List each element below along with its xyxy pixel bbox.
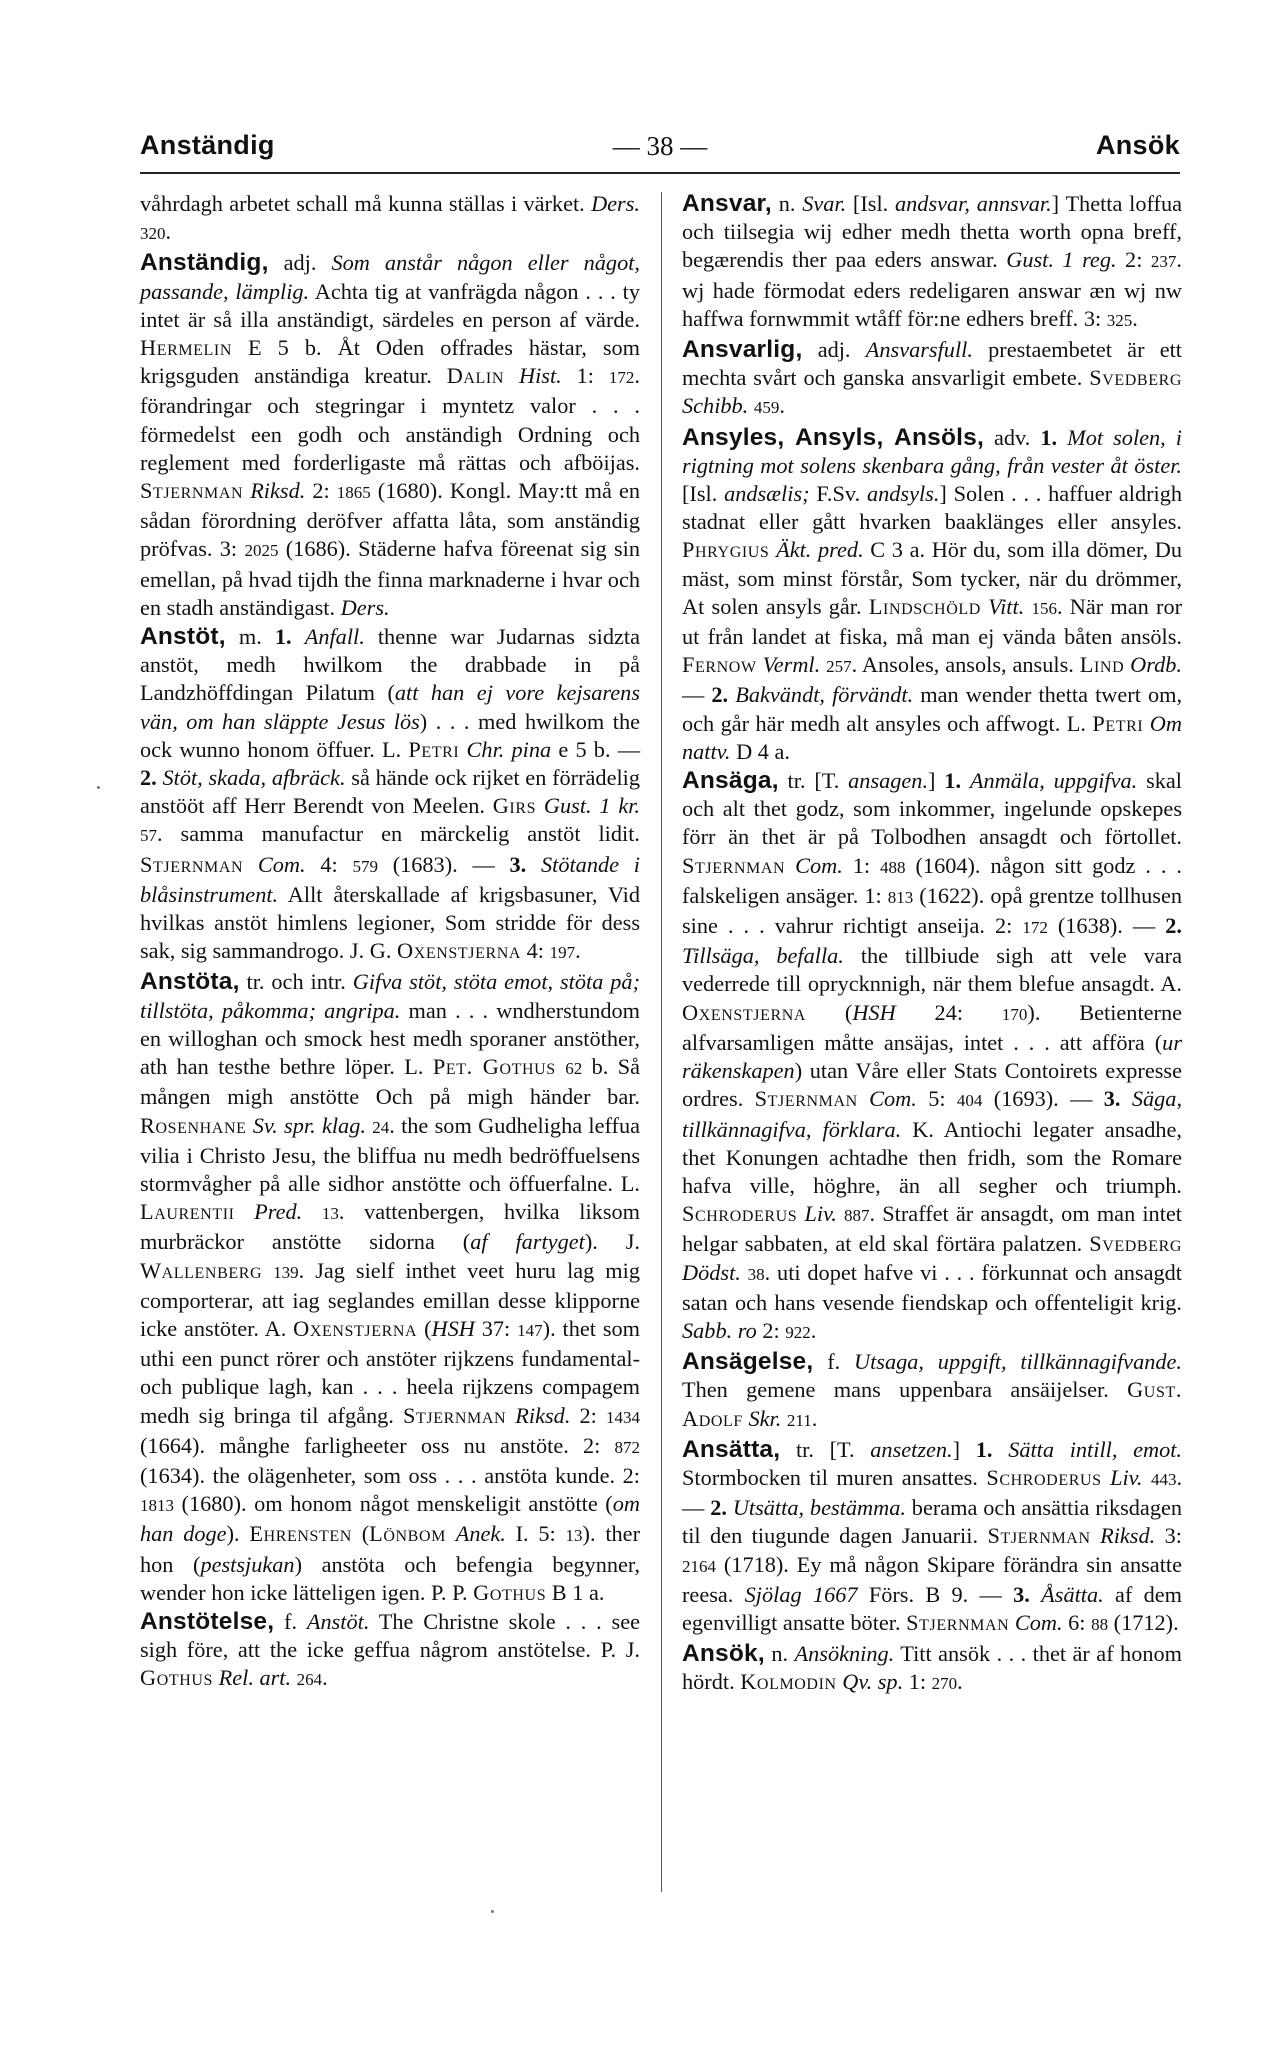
dictionary-entry: Anstötelse, f. Anstöt. The Christne skole . . . see sigh före, att the icke geffua någrom anstötelse. P. J. Gothus Rel. art. 264. xyxy=(140,1607,640,1691)
dictionary-entry: Anstöta, tr. och intr. Gifva stöt, stöta emot, stöta på; tillstöta, påkomma; angripa. man . . . wndherstundom en willoghan och smock hest medh sporaner anstöther, ath han testhe bethre löper. L. Pet. Gothus 62 b. Så mången migh anstötte Och på migh händer bar. Rosenhane Sv. spr. klag. 24. the som Gudheligha leffua vilia i Christo Jesu, the bliffua nu medh bedröffuelsens stormvågher på alle sidhor anstötte och öffuerfalne. L. Laurentii Pred. 13. vattenbergen, hvilka liksom murbräckor anstötte sidorna (af fartyget). J. Wallenberg 139. Jag sielf inthet veet huru lag mig comporterar, att iag seglandes emillan desse klipporne icke anstöter. A. Oxenstjerna (HSH 37: 147). thet som uthi een punct rörer och anstöter rijkzens fundamental- och publique lagh, kan . . . heela rijkzens compagem medh sig bringa til afgång. Stjernman Riksd. 2: 1434 (1664). månghe farligheeter oss nu anstöte. 2: 872 (1634). the olägenheter, som oss . . . anstöta kunde. 2: 1813 (1680). om honom något menskeligit anstötte (om han doge). Ehrensten (Lönbom Anek. I. 5: 13). ther hon (pestsjukan) anstöta och befengia begynner, wender hon icke lätteligen igen. P. P. Gothus B 1 a. xyxy=(140,968,641,1605)
margin-speck xyxy=(491,1910,494,1913)
page-number: — 38 — xyxy=(612,131,708,161)
dictionary-entry: Anstöt, m. 1. Anfall. thenne war Judarnas sidzta anstöt, medh hwilkom the drabbade in på Landzhöffdingan Pilatum (att han ej vore kejsarens vän, om han släppte Jesus lös) . . . med hwilkom the ock wunno honom öffuer. L. Petri Chr. pina e 5 b. — 2. Stöt, skada, afbräck. så hände ock rijket en förrädelig anstööt aff Herr Berendt von Meelen. Girs Gust. 1 kr. 57. samma manufactur en märckelig anstöt lidit. Stjernman Com. 4: 579 (1683). — 3. Stötande i blåsinstrument. Allt återskallade af krigsbasuner, Vid hvilkas anstöt himlens legioner, Som stridde för dess sak, sig sammandrogo. J. G. Oxenstjerna 4: 197. xyxy=(140,623,641,964)
dictionary-entry: Ansyles, Ansyls, Ansöls, adv. 1. Mot solen, i rigtning mot solens skenbara gång, från vester åt öster. [Isl. andsælis; F.Sv. andsyls.] Solen . . . haffuer aldrigh stadnat eller gått hvarken baaklänges eller ansyles. Phrygius Äkt. pred. C 3 a. Hör du, som illa dömer, Du mäst, som minst förstår, Som tycker, när du drömmer, At solen ansyls går. Lindschöld Vitt. 156. När man ror ut från landet at fiska, må man ej vända båten ansöls. Fernow Verml. 257. Ansoles, ansols, ansuls. Lind Ordb. — 2. Bakvändt, förvändt. man wender thetta twert om, och går här medh alt ansyles och affwogt. L. Petri Om nattv. D 4 a. xyxy=(682,423,1183,764)
left-column xyxy=(140,190,640,1696)
column-divider xyxy=(661,192,662,1892)
dictionary-entry: Ansägelse, f. Utsaga, uppgift, tillkännagifvande. Then gemene mans uppenbara ansäijelser. Gust. Adolf Skr. 211. xyxy=(682,1348,1182,1431)
dictionary-entry: Anständig, adj. Som anstår någon eller något, passande, lämplig. Achta tig at vanfrägda någon . . . ty intet är så illa anständigt, särdeles en person af värde. Hermelin E 5 b. Åt Oden offrades hästar, som krigsguden anständiga kreatur. Dalin Hist. 1: 172. förandringar och stegringar i myntetz valor . . . förmedelst een godh och anständigh Ordning och reglement med forderligaste må rättas och afböijas. Stjernman Riksd. 2: 1865 (1680). Kongl. May:tt må en sådan förordning deröfver affatta låta, som anständig pröfvas. 3: 2025 (1686). Städerne hafva föreenat sig sin emellan, på hvad tijdh the finna marknaderne i hvar och en stadh anständigast. Ders. xyxy=(140,249,640,620)
dictionary-entry: Ansvar, n. Svar. [Isl. andsvar, annsvar.] Thetta loffua och tiilsegia wij edher medh thetta worth opna breff, begærendis ther paa eders answar. Gust. 1 reg. 2: 237. wj hade förmodat eders redeligaren answar æn wj nw haffwa fornwmmit wtåff för:ne edhers breff. 3: 325. xyxy=(682,190,1182,331)
header-rule xyxy=(140,172,1180,174)
dictionary-entry: Ansök, n. Ansökning. Titt ansök . . . thet är af honom hördt. Kolmodin Qv. sp. 1: 270. xyxy=(682,1640,1182,1695)
dictionary-entry: våhrdagh arbetet schall må kunna ställas i värket. Ders. 320. xyxy=(140,191,640,245)
right-column xyxy=(682,190,1182,1700)
margin-speck xyxy=(97,786,100,789)
dictionary-entry: Ansäga, tr. [T. ansagen.] 1. Anmäla, uppgifva. skal och alt thet godz, som inkommer, ingelunde opskepes förr än thet är på Tolbodhen ansagdt och förtollet. Stjernman Com. 1: 488 (1604). någon sitt godz . . . falskeligen ansäger. 1: 813 (1622). opå grentze tollhusen sine . . . vahrur richtigt anseija. 2: 172 (1638). — 2. Tillsäga, befalla. the tillbiude sigh att vele vara vederrede till oprycknnigh, när them blefue ansagdt. A. Oxenstjerna (HSH 24: 170). Betienterne alfvarsamligen måtte ansäjas, intet . . . att afföra (ur räkenskapen) utan Våre eller Stats Contoirets expresse ordres. Stjernman Com. 5: 404 (1693). — 3. Säga, tillkännagifva, förklara. K. Antiochi legater ansadhe, thet Konungen achtadhe then fridh, som the Romare hafva ville, höghre, än all segher och triumph. Schroderus Liv. 887. Straffet är ansagdt, om man intet helgar sabbaten, at eld skal förtära palatzen. Svedberg Dödst. 38. uti dopet hafve vi . . . förkunnat och ansagdt satan och hans vesende fiendskap och offenteligit krig. Sabb. ro 2: 922. xyxy=(682,767,1183,1343)
header-left-guideword: Anständig xyxy=(140,130,275,160)
dictionary-entry: Ansätta, tr. [T. ansetzen.] 1. Sätta intill, emot. Stormbocken til muren ansattes. Schroderus Liv. 443. — 2. Utsätta, bestämma. berama och ansättia riksdagen til den tiugunde dagen Januarii. Stjernman Riksd. 3: 2164 (1718). Ey må någon Skipare förändra sin ansatte reesa. Sjölag 1667 Förs. B 9. — 3. Åsätta. af dem egenvilligt ansatte böter. Stjernman Com. 6: 88 (1712). xyxy=(682,1435,1183,1635)
page-header xyxy=(140,130,1180,170)
dictionary-entry: Ansvarlig, adj. Ansvarsfull. prestaembetet är ett mechta svårt och ganska ansvarligit embete. Svedberg Schibb. 459. xyxy=(682,336,1183,419)
header-right-guideword: Ansök xyxy=(1095,130,1180,160)
